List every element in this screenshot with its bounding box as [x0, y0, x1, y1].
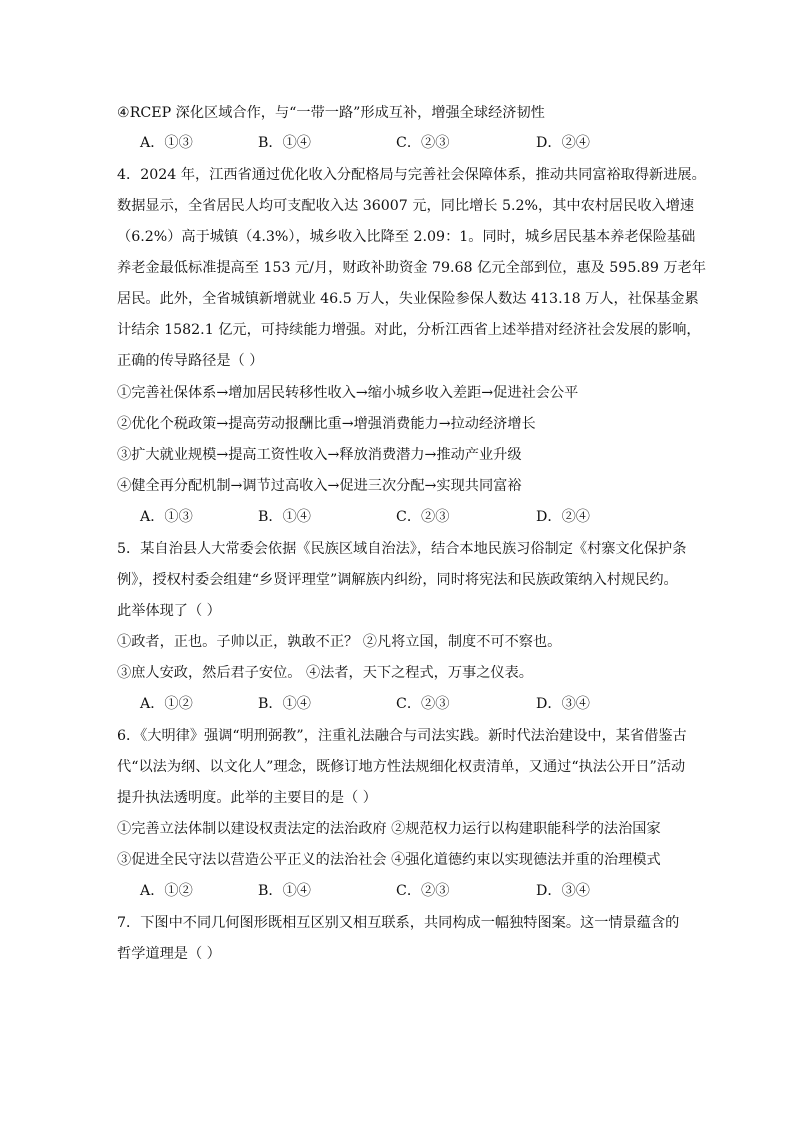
q4-option-b[interactable]: B．①④	[258, 509, 311, 525]
q5-option-b[interactable]: B．①④	[258, 696, 311, 712]
q5-option-c[interactable]: C．②③	[396, 696, 450, 712]
q3-option-a[interactable]: A．①③	[140, 135, 193, 151]
q4-option-a[interactable]: A．①③	[140, 509, 193, 525]
q7-stem-line: 哲学道理是（ ）	[117, 946, 221, 962]
q6-stem-line: 提升执法透明度。此举的主要目的是（ ）	[117, 790, 377, 806]
q3-option-b[interactable]: B．①④	[258, 135, 311, 151]
q4-option-d[interactable]: D．②④	[536, 509, 590, 525]
q4-statement-4: ④健全再分配机制→调节过高收入→促进三次分配→实现共同富裕	[117, 478, 522, 494]
q4-stem-line: 居民。此外，全省城镇新增就业 46.5 万人，失业保险参保人数达 413.18 万人，社保基金累	[117, 291, 699, 307]
q4-stem-line: 计结余 1582.1 亿元，可持续能力增强。对此，分析江西省上述举措对经济社会发展的影响，	[117, 322, 701, 338]
q5-statement-row: ③庶人安政，然后君子安位。 ④法者，天下之程式，万事之仪表。	[117, 665, 533, 681]
q5-stem-line: 例》，授权村委会组建“乡贤评理堂”调解族内纠纷，同时将宪法和民族政策纳入村规民约。	[117, 572, 678, 588]
q4-statement-3: ③扩大就业规模→提高工资性收入→释放消费潜力→推动产业升级	[117, 447, 522, 463]
q4-stem-line: 正确的传导路径是（ ）	[117, 353, 264, 369]
q6-option-c[interactable]: C．②③	[396, 883, 450, 899]
q4-option-c[interactable]: C．②③	[396, 509, 450, 525]
q6-statement-row: ③促进全民守法以营造公平正义的法治社会 ④强化道德约束以实现德法并重的治理模式	[117, 852, 661, 868]
q6-option-b[interactable]: B．①④	[258, 883, 311, 899]
q6-statement-row: ①完善立法体制以建设权责法定的法治政府 ②规范权力运行以构建职能科学的法治国家	[117, 821, 661, 837]
q6-stem-line: 代“以法为纲、以文化人”理念，既修订地方性法规细化权责清单，又通过“执法公开日”活动	[117, 759, 686, 775]
q6-option-a[interactable]: A．①②	[140, 883, 193, 899]
q4-stem-line: 数据显示，全省居民人均可支配收入达 36007 元，同比增长 5.2%，其中农村居民收入增速	[117, 198, 695, 214]
q3-option-d[interactable]: D．②④	[536, 135, 590, 151]
q4-stem-line: 4．2024 年，江西省通过优化收入分配格局与完善社会保障体系，推动共同富裕取得新进展。	[117, 167, 706, 183]
q4-stem-line: 养老金最低标准提高至 153 元/月，财政补助资金 79.68 亿元全部到位，惠及 595.89 万老年	[117, 260, 706, 276]
q3-option-c[interactable]: C．②③	[396, 135, 450, 151]
q7-stem-line: 7．下图中不同几何图形既相互区别又相互联系，共同构成一幅独特图案。这一情景蕴含的	[117, 915, 680, 931]
q4-stem-line: （6.2%）高于城镇（4.3%），城乡收入比降至 2.09：1。同时，城乡居民基本养老保险基础	[117, 229, 696, 245]
q5-stem-line: 5．某自治县人大常委会依据《民族区域自治法》，结合本地民族习俗制定《村寨文化保护条	[117, 541, 687, 557]
q6-option-d[interactable]: D．③④	[536, 883, 590, 899]
q3-statement-4: ④RCEP 深化区域合作，与“一带一路”形成互补，增强全球经济韧性	[117, 105, 545, 121]
q5-option-d[interactable]: D．③④	[536, 696, 590, 712]
q4-statement-2: ②优化个税政策→提高劳动报酬比重→增强消费能力→拉动经济增长	[117, 416, 536, 432]
q4-statement-1: ①完善社保体系→增加居民转移性收入→缩小城乡收入差距→促进社会公平	[117, 385, 579, 401]
q5-statement-row: ①政者，正也。子帅以正，孰敢不正？ ②凡将立国，制度不可不察也。	[117, 634, 562, 650]
q6-stem-line: 6．《大明律》强调“明刑弼教”，注重礼法融合与司法实践。新时代法治建设中，某省借鉴古	[117, 728, 687, 744]
q5-stem-line: 此举体现了（ ）	[117, 603, 221, 619]
q5-option-a[interactable]: A．①②	[140, 696, 193, 712]
